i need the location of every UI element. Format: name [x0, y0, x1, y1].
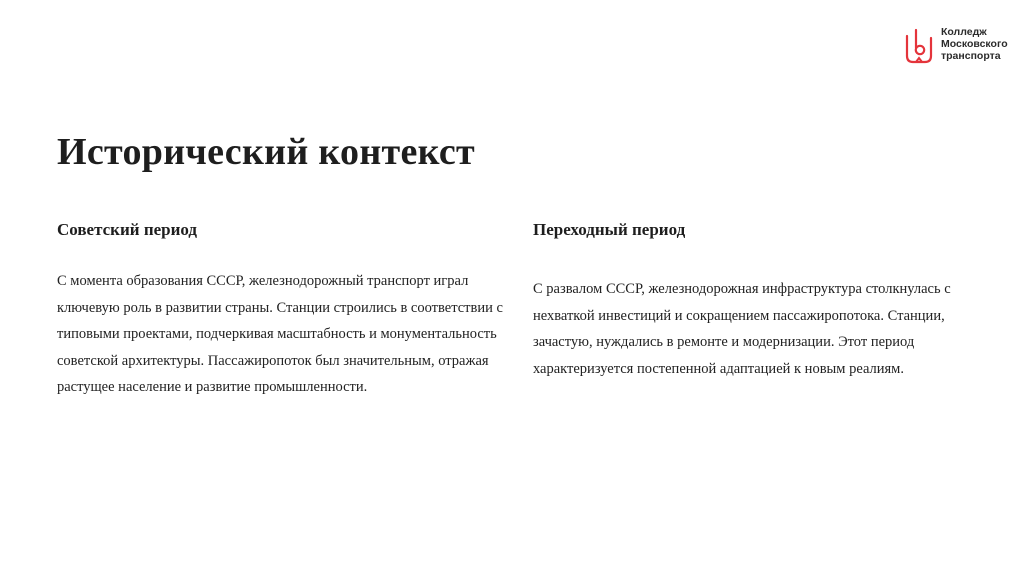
logo-line-3: транспорта [941, 50, 1001, 62]
soviet-period-heading: Советский период [57, 220, 198, 239]
slide-title: Исторический контекст [57, 131, 476, 173]
transition-period-text: С развалом СССР, железнодорожная инфраструктура столкнулась с нехваткой инвестиций и сокращением пассажиропотока. Станции, зачастую, нуждались в ремонте и модернизации. Этот период характеризуется постепенной адаптацией к новым реалиям. [533, 281, 951, 377]
transition-period-section [533, 220, 993, 382]
logo-line-2: Московского [941, 38, 1008, 50]
soviet-period-text: С момента образования СССР, железнодорожный транспорт играл ключевую роль в развитии страны. Станции строились в соответствии с типовыми проектами, подчеркивая масштабность и монументальность советской архитектуры. Пассажиропоток был значительным, отражая растущее население и развитие промышленности. [57, 273, 503, 395]
soviet-period-section [57, 220, 517, 401]
logo-line-1: Колледж [941, 26, 987, 38]
college-logo [903, 22, 1008, 66]
transition-period-heading: Переходный период [533, 220, 686, 239]
college-logo-icon [903, 26, 933, 66]
college-name [941, 26, 1008, 62]
